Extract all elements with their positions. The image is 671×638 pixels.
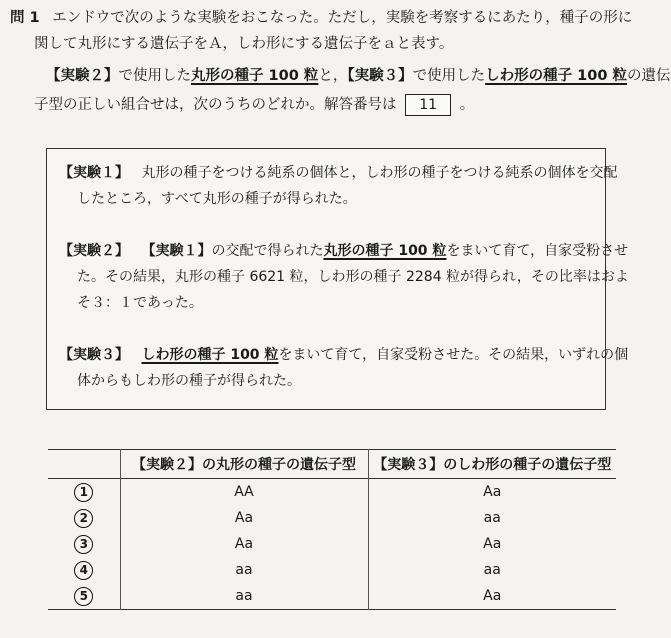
header-blank xyxy=(48,450,120,479)
prompt-text: で使用した xyxy=(412,68,486,84)
question-prompt-line-1 xyxy=(46,66,671,86)
choice-number: 3 xyxy=(74,535,93,554)
cell-exp2: Aa xyxy=(120,505,368,531)
header-exp2-genotype: 【実験２】の丸形の種子の遺伝子型 xyxy=(120,450,368,479)
exp3-label: 【実験３】 xyxy=(59,347,129,363)
exp1-line-1 xyxy=(59,163,617,183)
exp1-line-2 xyxy=(77,189,357,209)
choice-number: 2 xyxy=(74,509,93,528)
table-row xyxy=(48,531,616,557)
round-seeds-underlined: 丸形の種子 100 粒 xyxy=(191,68,319,84)
prompt-text: で使用した xyxy=(118,68,191,84)
cell-exp3: Aa xyxy=(368,479,616,506)
cell-exp2: Aa xyxy=(120,531,368,557)
exp2-text: をまいて育て，自家受粉させ xyxy=(446,243,629,259)
exp1-text: 丸形の種子をつける純系の個体と，しわ形の種子をつける純系の個体を交配 xyxy=(141,165,618,181)
exp3-line-2 xyxy=(77,371,301,391)
cell-exp3: aa xyxy=(368,557,616,583)
question-number: 問 1 xyxy=(10,10,40,26)
table-row xyxy=(48,505,616,531)
answer-choices-table xyxy=(48,449,616,610)
exp1-text: したところ，すべて丸形の種子が得られた。 xyxy=(77,191,357,207)
exp3-line-1 xyxy=(59,345,628,365)
answer-number-box: 11 xyxy=(405,94,451,116)
table-header-row xyxy=(48,450,616,479)
exp2-round-seeds-underlined: 丸形の種子 100 粒 xyxy=(323,243,447,259)
exp2-text: た。その結果，丸形の種子 6621 粒，しわ形の種子 2284 粒が得られ，その比率はおよ xyxy=(77,269,629,285)
exp3-ref: 【実験３】 xyxy=(347,68,413,84)
exp1-label: 【実験１】 xyxy=(59,165,129,181)
exp2-line-1 xyxy=(59,241,628,261)
cell-exp3: aa xyxy=(368,505,616,531)
prompt-text: 子型の正しい組合せは，次のうちのどれか。解答番号は xyxy=(34,97,397,113)
exp2-line-3 xyxy=(77,293,203,313)
cell-exp3: Aa xyxy=(368,531,616,557)
exp3-text: 体からもしわ形の種子が得られた。 xyxy=(77,373,301,389)
exp3-wrinkled-seeds-underlined: しわ形の種子 100 粒 xyxy=(141,347,279,363)
exp2-text: の交配で得られた xyxy=(211,243,324,259)
intro-text-2: 関して丸形にする遺伝子をＡ，しわ形にする遺伝子をａと表す。 xyxy=(34,36,454,52)
table-row xyxy=(48,583,616,610)
prompt-text: の遺伝 xyxy=(627,68,671,84)
exp2-text: そ３：１であった。 xyxy=(77,295,203,311)
cell-exp2: aa xyxy=(120,557,368,583)
choice-number: 4 xyxy=(74,561,93,580)
question-intro-line-2 xyxy=(34,34,453,54)
header-exp3-genotype: 【実験３】のしわ形の種子の遺伝子型 xyxy=(368,450,616,479)
table-row xyxy=(48,557,616,583)
exp3-text: をまいて育て，自家受粉させた。その結果，いずれの個 xyxy=(278,347,629,363)
exp1-ref: 【実験１】 xyxy=(141,243,212,259)
question-prompt-line-2 xyxy=(34,94,474,116)
choice-number: 5 xyxy=(74,587,93,606)
table-row xyxy=(48,479,616,506)
prompt-text: と， xyxy=(318,68,348,84)
prompt-text: 。 xyxy=(459,97,475,113)
cell-exp2: aa xyxy=(120,583,368,610)
cell-exp3: Aa xyxy=(368,583,616,610)
question-intro-line-1 xyxy=(10,8,632,28)
cell-exp2: AA xyxy=(120,479,368,506)
choice-number: 1 xyxy=(74,483,93,502)
experiments-box xyxy=(46,148,629,410)
intro-text-1: エンドウで次のような実験をおこなった。ただし，実験を考察するにあたり，種子の形に xyxy=(52,10,633,26)
wrinkled-seeds-underlined: しわ形の種子 100 粒 xyxy=(485,68,627,84)
exp2-label: 【実験２】 xyxy=(59,243,129,259)
exp2-ref: 【実験２】 xyxy=(46,68,119,84)
exp2-line-2 xyxy=(77,267,629,287)
